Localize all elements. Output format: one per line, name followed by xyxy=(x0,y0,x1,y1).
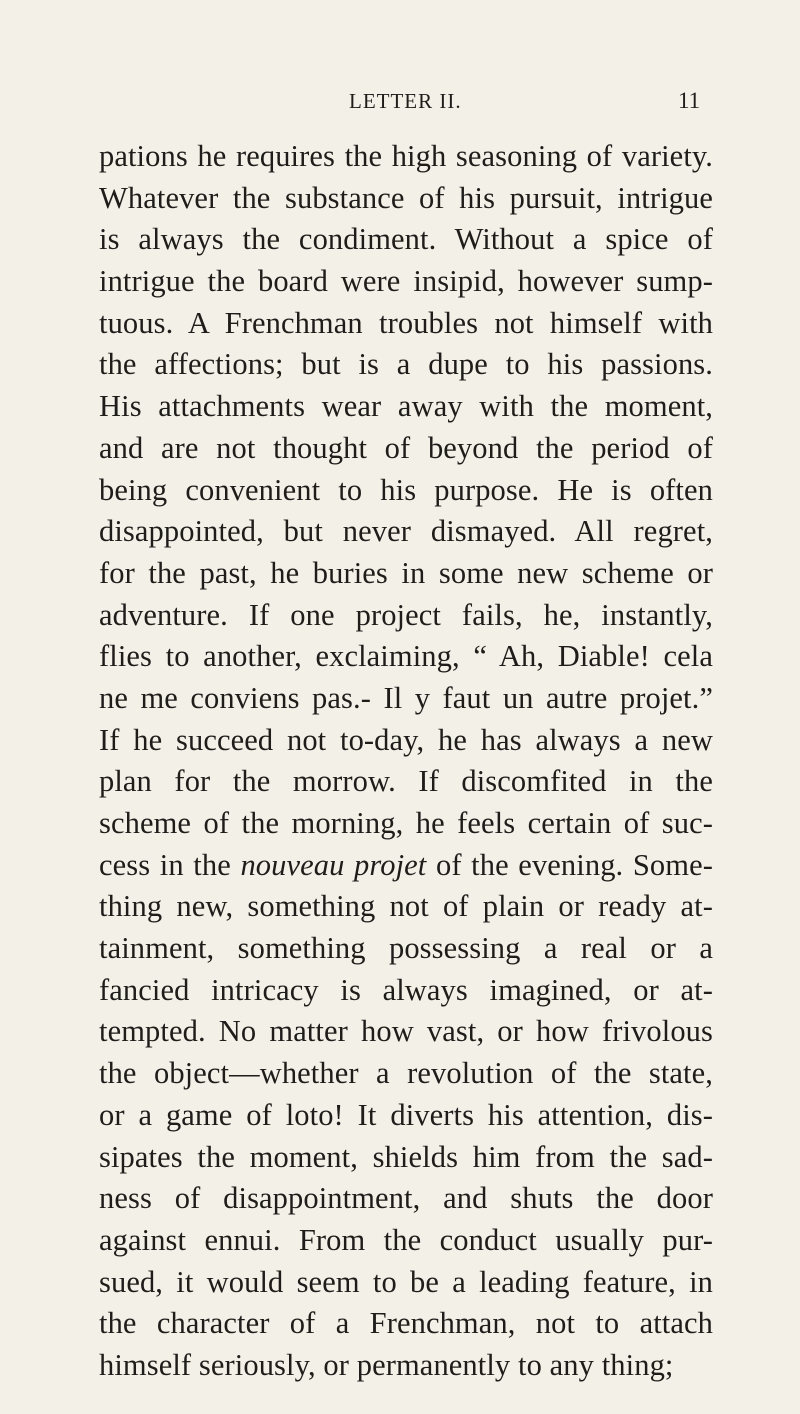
text-line: pations he requires the high seasoning of variety. xyxy=(99,139,713,173)
text-line: and are not thought of beyond the period of xyxy=(99,430,713,465)
text-line: against ennui. From the conduct usually pur- xyxy=(99,1222,713,1257)
text-line: being convenient to his purpose. He is often xyxy=(99,472,713,507)
text-line: tainment, something possessing a real or a xyxy=(99,931,713,966)
text-line: the character of a Frenchman, not to attach xyxy=(99,1306,713,1341)
text-line: plan for the morrow. If discomfited in the xyxy=(99,764,713,799)
text-line: intrigue the board were insipid, however sump- xyxy=(99,264,713,299)
text-line: tempted. No matter how vast, or how frivolous xyxy=(99,1014,713,1049)
line-text-after: of the evening. Some- xyxy=(426,847,713,882)
text-line: ne me conviens pas.- Il y faut un autre projet.” xyxy=(99,680,713,715)
text-line: If he succeed not to-day, he has always a new xyxy=(99,722,713,757)
text-line: sued, it would seem to be a leading feature, in xyxy=(99,1264,713,1299)
text-line: for the past, he buries in some new scheme or xyxy=(99,555,713,590)
text-line: fancied intricacy is always imagined, or at- xyxy=(99,972,713,1007)
italic-phrase: nouveau projet xyxy=(240,847,427,882)
text-line: or a game of loto! It diverts his attention, dis- xyxy=(99,1097,713,1132)
text-line: is always the condiment. Without a spice of xyxy=(99,222,713,257)
body-text xyxy=(99,136,713,1387)
running-title: LETTER II. xyxy=(349,89,462,113)
text-line: flies to another, exclaiming, “ Ah, Diable! cela xyxy=(99,639,713,674)
text-line: adventure. If one project fails, he, instantly, xyxy=(99,597,713,632)
text-line: tuous. A Frenchman troubles not himself with xyxy=(99,305,713,340)
running-head xyxy=(0,88,800,118)
text-line: scheme of the morning, he feels certain of suc- xyxy=(99,806,713,840)
text-line: disappointed, but never dismayed. All regret, xyxy=(99,514,713,549)
text-line-with-italic xyxy=(99,845,713,887)
text-line: sipates the moment, shields him from the sad- xyxy=(99,1139,713,1174)
line-text-before: cess in the xyxy=(99,847,241,882)
text-line: Whatever the substance of his pursuit, intrigue xyxy=(99,180,713,215)
text-line: ness of disappointment, and shuts the door xyxy=(99,1181,713,1216)
text-line: thing new, something not of plain or ready at- xyxy=(99,889,713,924)
text-line: himself seriously, or permanently to any thing; xyxy=(99,1347,674,1382)
text-line: the object—whether a revolution of the state, xyxy=(99,1056,713,1091)
text-line: the affections; but is a dupe to his passions. xyxy=(99,347,713,382)
text-line: His attachments wear away with the moment, xyxy=(99,389,713,424)
page-number: 11 xyxy=(678,88,701,113)
